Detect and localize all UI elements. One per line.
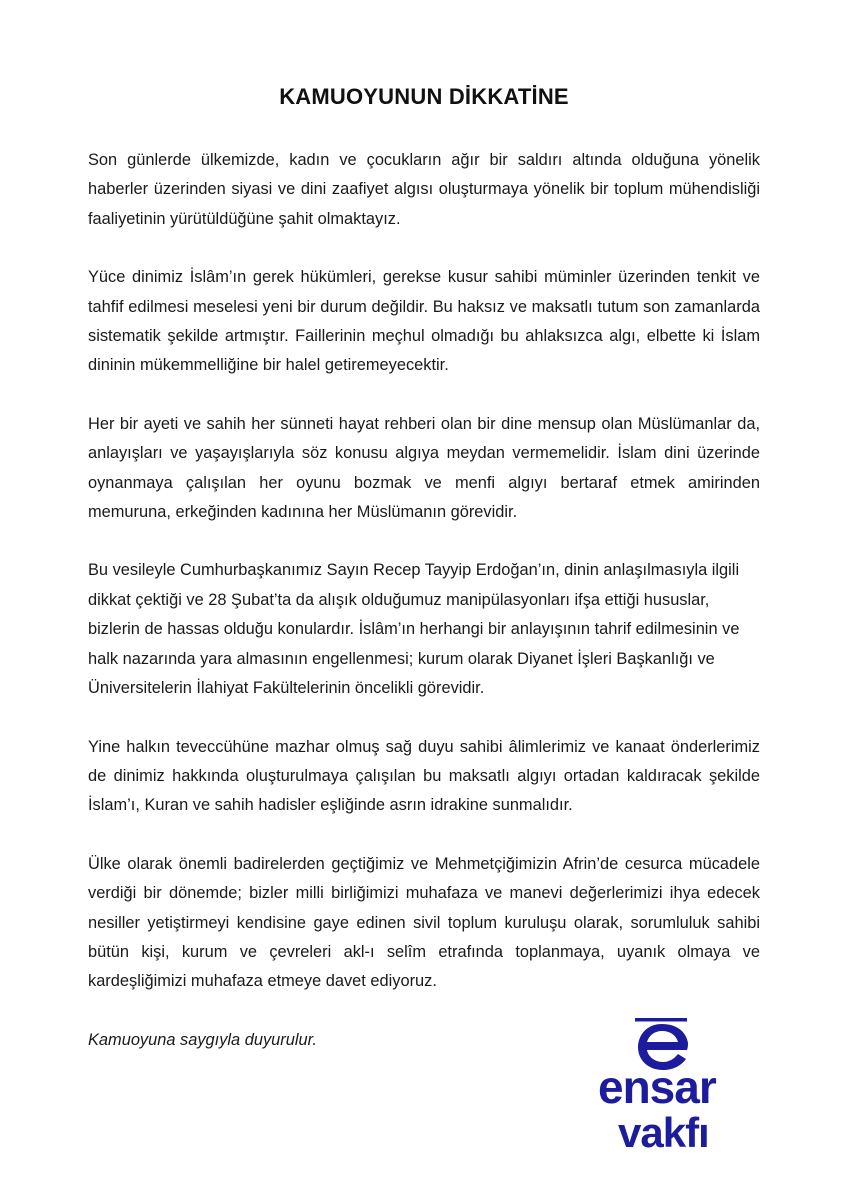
paragraph-6: Ülke olarak önemli badirelerden geçtiğimiz ve Mehmetçiğimizin Afrin’de cesurca mücadele verdiği bir dönemde; bizler milli birliğimizi muhafaza ve manevi değerlerimizi ihya edecek nesiller yetiştirmeyi kendisine gaye edinen sivil toplum kuruluşu olarak, sorumluluk sahibi bütün kişi, kurum ve çevreleri akl-ı selîm etrafında toplanmaya, uyanık olmaya ve kardeşliğimizi muhafaza etmeye davet ediyoruz.: [88, 854, 760, 991]
ensar-vakfi-logo: [596, 1020, 756, 1160]
paragraph-1: Son günlerde ülkemizde, kadın ve çocukların ağır bir saldırı altında olduğuna yönelik haberler üzerinden siyasi ve dini zaafiyet algısı oluşturmaya yönelik bir toplum mühendisliği faaliyetinin yürütüldüğüne şahit olmaktayız.: [88, 151, 760, 228]
logo-text-vakfi: vakfı: [618, 1109, 709, 1156]
paragraph-3: Her bir ayeti ve sahih her sünneti hayat rehberi olan bir dine mensup olan Müslümanlar da, anlayışları ve yaşayışlarıyla söz konusu algıya meydan vermemelidir. İslam dini üzerinde oynanmaya çalışılan her oyunu bozmak ve menfi algıyı bertaraf etmek amirinden memuruna, erkeğinden kadınına her Müslümanın görevidir.: [88, 414, 760, 522]
closing-line: Kamuoyuna saygıyla duyurulur.: [88, 1030, 317, 1049]
document-body: [88, 146, 760, 1055]
paragraph-4: Bu vesileyle Cumhurbaşkanımız Sayın Recep Tayyip Erdoğan’ın, dinin anlaşılmasıyla ilgili dikkat çektiği ve 28 Şubat’ta da alışık olduğumuz manipülasyonları ifşa ettiği hususlar, bizlerin de hassas olduğu konulardır. İslâm’ın herhangi bir anlayışının tahrif edilmesinin ve halk nazarında yara almasının engellenmesi; kurum olarak Diyanet İşleri Başkanlığı ve Üniversitelerin İlahiyat Fakültelerinin öncelikli görevidir.: [88, 561, 740, 698]
document-title: KAMUOYUNUN DİKKATİNE: [279, 84, 569, 109]
paragraph-5: Yine halkın teveccühüne mazhar olmuş sağ duyu sahibi âlimlerimiz ve kanaat önderlerimiz de dinimiz hakkında oluşturulmaya çalışılan bu maksatlı algıyı ortadan kaldıracak şekilde İslam’ı, Kuran ve sahih hadisler eşliğinde asrın idrakine sunmalıdır.: [88, 737, 760, 815]
logo-text-ensar: ensar: [598, 1061, 716, 1113]
paragraph-2: Yüce dinimiz İslâm’ın gerek hükümleri, gerekse kusur sahibi müminler üzerinden tenkit ve tahfif edilmesi meselesi yeni bir durum değildir. Bu haksız ve maksatlı tutum son zamanlarda sistematik şekilde artmıştır. Faillerinin meçhul olmadığı bu ahlaksızca algı, elbette ki İslam dininin mükemmelliğine bir halel getiremeyecektir.: [88, 268, 760, 375]
